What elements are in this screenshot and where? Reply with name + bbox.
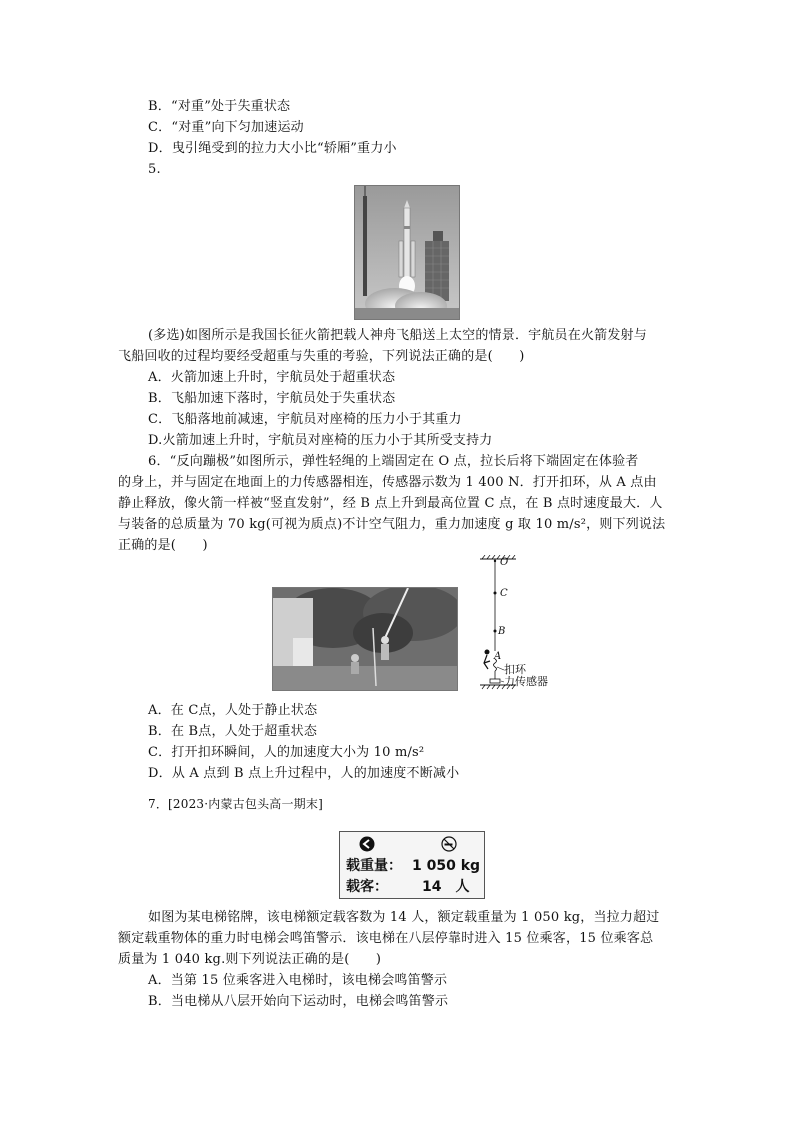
point-c <box>494 592 497 595</box>
back-arrow-icon <box>359 836 375 852</box>
q6-option-c: C．打开扣环瞬间，人的加速度大小为 10 m/s² <box>148 745 425 760</box>
q7-stem-line-3: 质量为 1 040 kg.则下列说法正确的是( ) <box>118 952 382 967</box>
label-c: C <box>500 588 508 599</box>
q4-option-d: D．曳引绳受到的拉力大小比“轿厢”重力小 <box>148 141 397 156</box>
q5-number: 5. <box>148 162 161 177</box>
q6-stem-line-2: 的身上，并与固定在地面上的力传感器相连，传感器示数为 1 400 N．打开扣环，从 A 点由 <box>118 475 657 490</box>
q7-option-b: B．当电梯从八层开始向下运动时，电梯会鸣笛警示 <box>148 994 449 1009</box>
q7-option-a: A．当第 15 位乘客进入电梯时，该电梯会鸣笛警示 <box>148 973 448 988</box>
q6-option-b: B．在 B点，人处于超重状态 <box>148 724 318 739</box>
q7-stem-line-2: 额定载重物体的重力时电梯会鸣笛警示．该电梯在八层停靠时进入 15 位乘客，15 位乘客总 <box>118 931 654 946</box>
q5-stem-line-2: 飞船回收的过程均要经受超重与失重的考验，下列说法正确的是( ) <box>118 349 525 364</box>
q4-option-b: B．“对重”处于失重状态 <box>148 99 291 114</box>
q7-header: 7．[2023·内蒙古包头高一期末] <box>148 797 323 811</box>
reverse-bungee-photo <box>272 587 458 691</box>
no-smoking-icon <box>441 836 457 852</box>
q6-stem-line-1: 6．“反向蹦极”如图所示，弹性轻绳的上端固定在 O 点，拉长后将下端固定在体验者 <box>148 454 639 469</box>
q6-option-d: D．从 A 点到 B 点上升过程中，人的加速度不断减小 <box>148 766 460 781</box>
sensor-label: 力传感器 <box>504 675 548 688</box>
passenger-value: 14 人 <box>422 879 470 895</box>
point-b <box>494 630 497 633</box>
q5-stem-line-1: (多选)如图所示是我国长征火箭把载人神舟飞船送上太空的情景．宇航员在火箭发射与 <box>148 328 647 343</box>
q5-option-b: B．飞船加速下落时，宇航员处于失重状态 <box>148 391 396 406</box>
q6-stem-line-5: 正确的是( ) <box>118 538 208 553</box>
point-o <box>494 560 496 562</box>
q6-stem-line-4: 与装备的总质量为 70 kg(可视为质点)不计空气阻力，重力加速度 g 取 10 m/s²，则下列说法 <box>118 517 666 532</box>
q7-stem-line-1: 如图为某电梯铭牌，该电梯额定载客数为 14 人，额定载重量为 1 050 kg，当拉力超过 <box>148 910 660 925</box>
elevator-nameplate <box>339 831 485 899</box>
q5-option-a: A．火箭加速上升时，宇航员处于超重状态 <box>148 370 396 385</box>
q6-stem-line-3: 静止释放，像火箭一样被“竖直发射”，经 B 点上升到最高位置 C 点，在 B 点时速度最大．人 <box>118 496 663 511</box>
buckle-label: 扣环 <box>504 663 526 676</box>
load-value: 1 050 kg <box>412 858 481 874</box>
q6-option-a: A．在 C点，人处于静止状态 <box>148 703 318 718</box>
passenger-label: 载客： <box>346 879 388 895</box>
q5-option-c: C．飞船落地前减速，宇航员对座椅的压力小于其重力 <box>148 412 462 427</box>
q4-option-c: C．“对重”向下匀加速运动 <box>148 120 304 135</box>
q5-option-d: D.火箭加速上升时，宇航员对座椅的压力小于其所受支持力 <box>148 433 493 448</box>
label-a: A <box>494 651 502 662</box>
rocket-launch-photo <box>354 185 460 320</box>
label-o: O <box>500 557 509 568</box>
load-label: 载重量： <box>346 858 402 874</box>
label-b: B <box>498 626 506 637</box>
